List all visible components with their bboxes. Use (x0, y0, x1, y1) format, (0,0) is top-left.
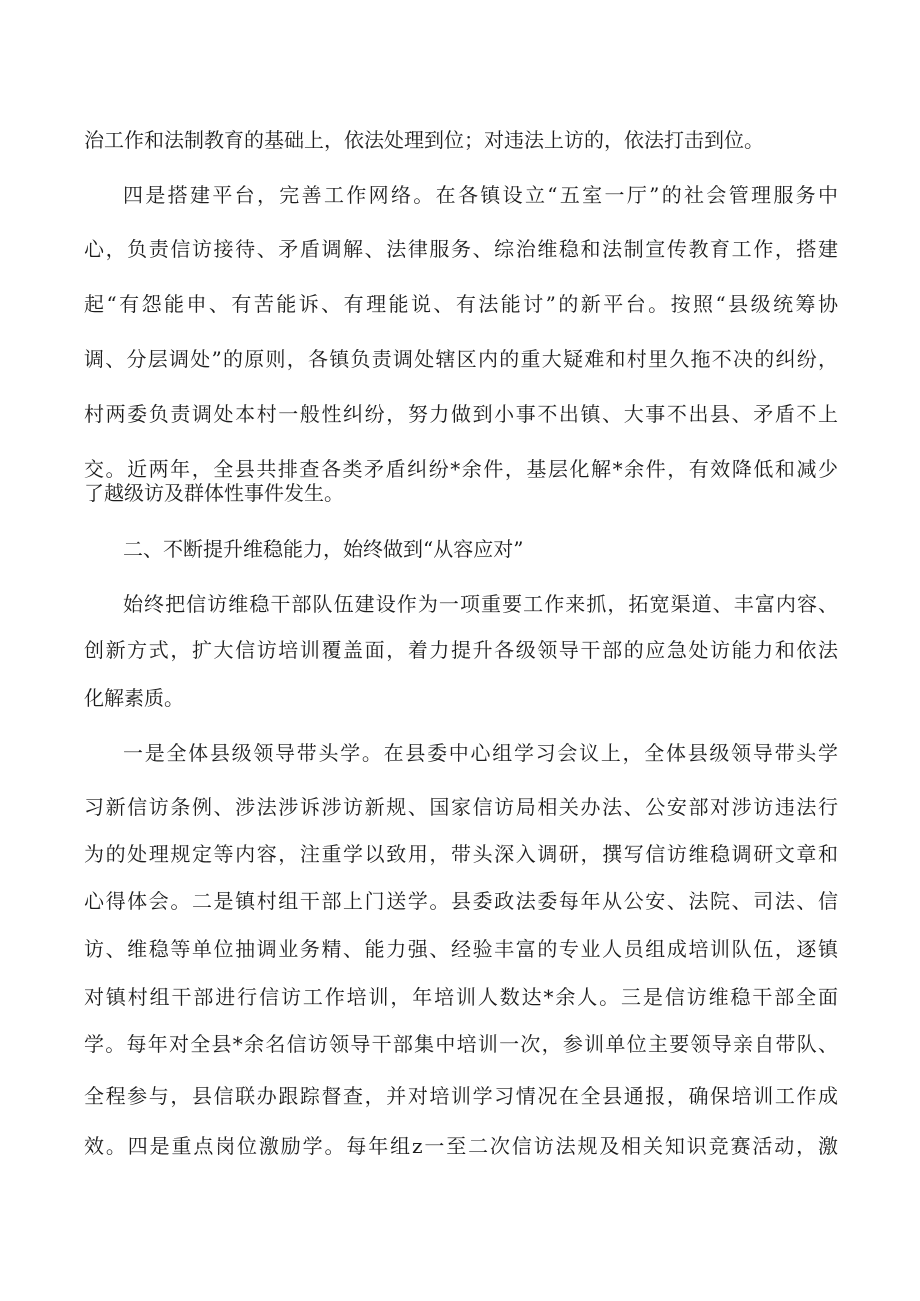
text-line: 学。每年对全县*余名信访领导干部集中培训一次，参训单位主要领导亲自带队、 (84, 1032, 840, 1056)
section-heading: 二、不断提升维稳能力，始终做到“从容应对” (123, 537, 524, 561)
text-line: 交。近两年，全县共排查各类矛盾纠纷*余件，基层化解*余件，有效降低和减少 (84, 457, 840, 481)
text-line: 起“有怨能申、有苦能诉、有理能说、有法能讨”的新平台。按照“县级统筹协 (84, 292, 841, 316)
text-line: 访、维稳等单位抽调业务精、能力强、经验丰富的专业人员组成培训队伍，逐镇 (84, 937, 840, 961)
paragraph-start-line: 一是全体县级领导带头学。在县委中心组学习会议上，全体县级领导带头学 (123, 741, 840, 765)
text-line: 对镇村组干部进行信访工作培训，年培训人数达*余人。三是信访维稳干部全面 (84, 985, 840, 1009)
text-line: 心得体会。二是镇村组干部上门送学。县委政法委每年从公安、法院、司法、信 (84, 889, 840, 913)
text-line: 习新信访条例、涉法涉诉涉访新规、国家信访局相关办法、公安部对涉访违法行 (84, 795, 840, 819)
text-line: 调、分层调处”的原则，各镇负责调处辖区内的重大疑难和村里久拖不决的纠纷， (84, 347, 840, 371)
text-line: 心，负责信访接待、矛盾调解、法律服务、综治维稳和法制宣传教育工作，搭建 (84, 237, 840, 261)
text-line: 创新方式，扩大信访培训覆盖面，着力提升各级领导干部的应急处访能力和依法 (84, 638, 840, 662)
text-line: 治工作和法制教育的基础上，依法处理到位；对违法上访的，依法打击到位。 (84, 128, 764, 152)
paragraph-start-line: 四是搭建平台，完善工作网络。在各镇设立“五室一厅”的社会管理服务中 (123, 183, 841, 207)
text-line: 村两委负责调处本村一般性纠纷，努力做到小事不出镇、大事不出县、矛盾不上 (84, 402, 840, 426)
text-line: 为的处理规定等内容，注重学以致用，带头深入调研，撰写信访维稳调研文章和 (84, 842, 840, 866)
text-line: 了越级访及群体性事件发生。 (84, 481, 344, 505)
text-line: 全程参与，县信联办跟踪督查，并对培训学习情况在全县通报，确保培训工作成 (84, 1084, 840, 1108)
text-line: 化解素质。 (84, 686, 184, 710)
text-line: 效。四是重点岗位激励学。每年组z一至二次信访法规及相关知识竞赛活动，激 (84, 1134, 840, 1158)
paragraph-start-line: 始终把信访维稳干部队伍建设作为一项重要工作来抓，拓宽渠道、丰富内容、 (123, 592, 840, 616)
